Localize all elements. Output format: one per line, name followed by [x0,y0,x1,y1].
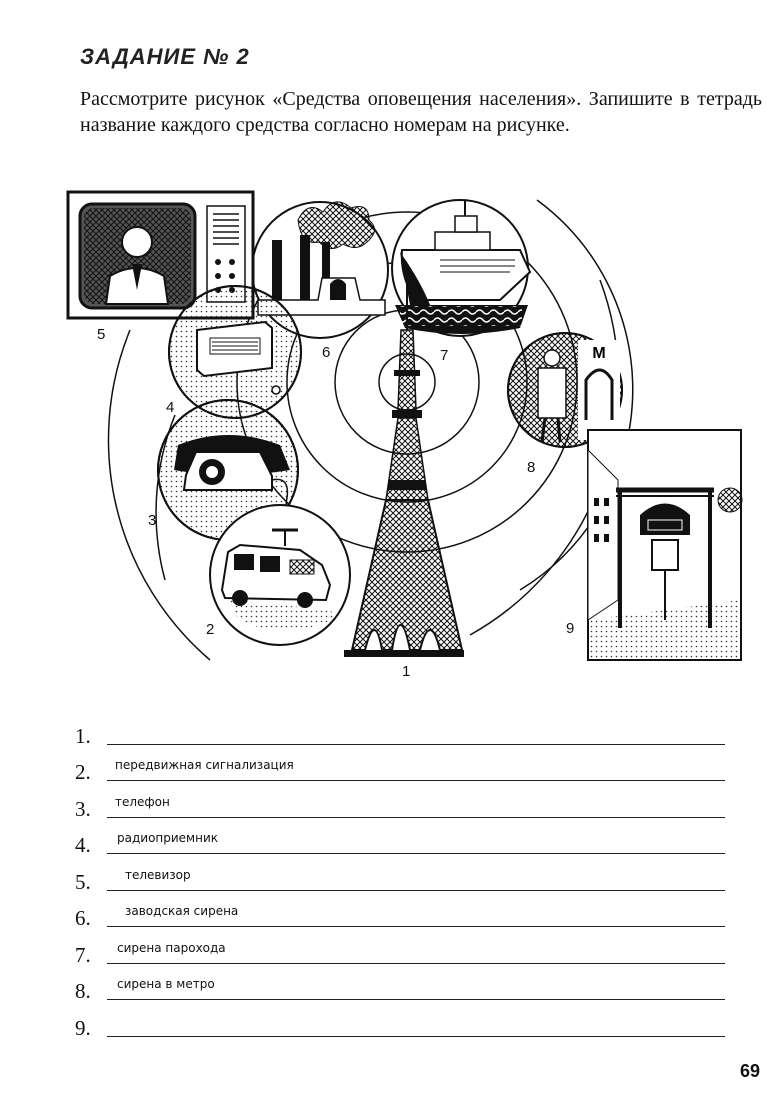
figure-label-8: 8 [527,459,536,476]
answer-text: сирена в метро [117,977,215,991]
answer-number: 8. [75,979,91,1003]
tv-tower-picture [344,280,464,657]
figure-label-3: 3 [148,512,157,529]
answer-row [75,822,725,859]
answer-number: 2. [75,760,91,784]
figure-label-2: 2 [206,621,215,638]
street-siren-picture [588,430,742,660]
figure-label-1: 1 [402,663,411,680]
ship-siren-picture [392,200,530,336]
answer-line[interactable] [107,926,725,927]
answer-line[interactable] [107,1036,725,1037]
metro-logo: М [592,345,606,362]
answer-lines [75,712,725,1041]
answer-number: 7. [75,942,91,967]
answer-text: телевизор [125,867,191,882]
figure-label-4: 4 [166,399,175,416]
assignment-title: ЗАДАНИЕ № 2 [80,44,250,69]
page-number: 69 [739,1061,760,1081]
answer-text: заводская сирена [125,904,239,918]
answer-number: 9. [75,1015,91,1040]
figure-label-6: 6 [322,344,331,361]
figure-label-7: 7 [440,347,449,364]
answer-row [75,931,725,968]
mobile-alarm-vehicle-picture [210,505,350,645]
answer-row [75,895,725,932]
answer-row [75,712,725,749]
answer-line[interactable] [107,963,725,964]
answer-line[interactable] [107,780,725,781]
answer-row [75,1004,725,1041]
answer-row [75,785,725,822]
answer-text: сирена парохода [117,940,226,955]
alert-means-illustration [0,180,772,690]
answer-text: радиоприемник [117,831,218,845]
answer-number: 5. [75,869,91,894]
answer-line[interactable] [107,744,725,745]
answer-number: 6. [75,906,91,930]
answer-text: передвижная сигнализация [115,758,294,772]
answer-row [75,749,725,786]
answer-number: 1. [75,723,91,748]
answer-line[interactable] [107,853,725,854]
answer-line[interactable] [107,999,725,1000]
answer-row [75,968,725,1005]
figure-label-9: 9 [566,620,575,637]
answer-line[interactable] [107,890,725,891]
answer-number: 4. [75,833,91,857]
figure-label-5: 5 [97,326,106,343]
answer-row [75,858,725,895]
answer-number: 3. [75,796,91,821]
radio-picture [169,286,301,418]
answer-text: телефон [115,794,170,809]
answer-line[interactable] [107,817,725,818]
task-text: Рассмотрите рисунок «Средства оповещения населения». Запишите в тетрадь название каждого средства согласно номерам на рисунке. [80,88,762,136]
